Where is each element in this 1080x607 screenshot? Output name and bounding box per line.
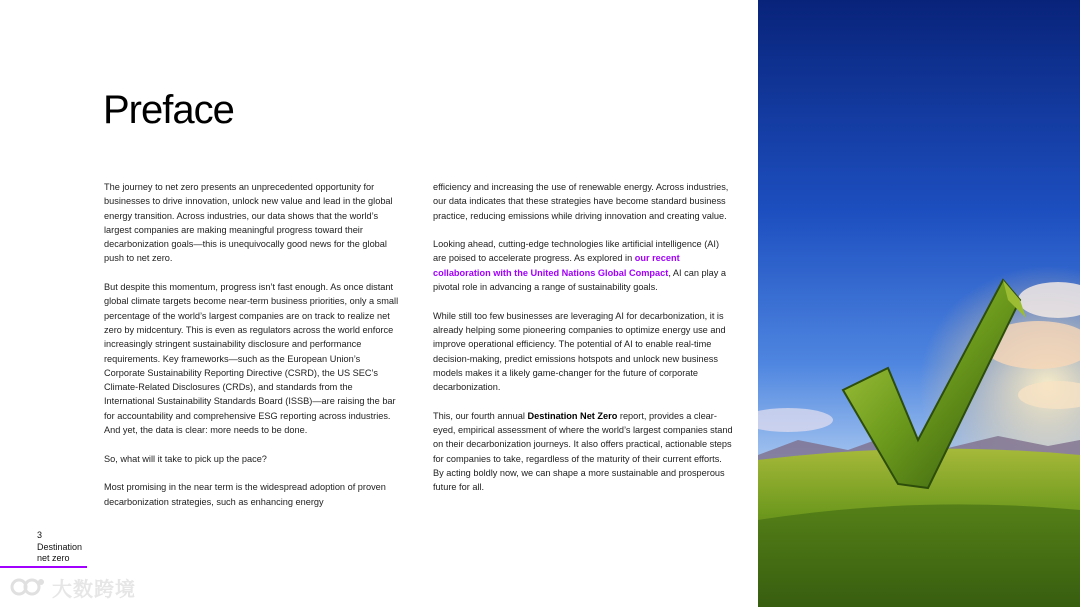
watermark-text: 大数跨境 [52, 578, 136, 601]
paragraph-text: , AI can play a pivotal role in advancing a range of sustainability goals. [433, 267, 727, 293]
paragraph: The journey to net zero presents an unprecedented opportunity for businesses to drive innovation, unlock new value and lead in the global energy transition. Across industries, our data shows that the world’s largest companies are making meaningful progress toward their decarbonization goals—this is unequivocally good news for the global push to net zero. [104, 182, 393, 264]
paragraph: So, what will it take to pick up the pace? [104, 453, 267, 464]
watermark-logo-icon [10, 576, 46, 598]
page-title: Preface [103, 88, 234, 132]
section-label: Destination net zero [37, 542, 83, 563]
paragraph [433, 409, 733, 495]
checkmark-landscape-image [758, 0, 1080, 607]
paragraph: efficiency and increasing the use of renewable energy. Across industries, our data indicates that these strategies have become standard business practice, reducing emissions while driving innovation and creating value. [433, 182, 729, 221]
watermark [10, 573, 136, 601]
paragraph-text: report, provides a clear-eyed, empirical assessment of where the world’s largest companies stand on their decarbonization journeys. It also offers practical, actionable steps for companies to take, regardless of the maturity of their current efforts. By acting boldly now, we can shape a more sustainable and prosperous future for all. [433, 410, 733, 493]
paragraph-text: Looking ahead, cutting-edge technologies like artificial intelligence (AI) are poised to accelerate progress. As explored in [433, 239, 720, 264]
report-name: Destination Net Zero [527, 410, 618, 421]
paragraph-text: This, our fourth annual [433, 410, 528, 421]
paragraph: But despite this momentum, progress isn’t fast enough. As once distant global climate targets become near-term business priorities, only a small percentage of the world’s largest companies are on track to realize net zero by midcentury. This is even as regulators across the world enforce increasingly stringent sustainability disclosure and performance requirements. Key frameworks—such as the European Union’s Corporate Sustainability Reporting Directive (CSRD), the US SEC’s Climate-Related Disclosures (CRDs), and standards from the International Sustainability Standards Board (ISSB)—are raising the bar for accountability and comprehensive ESG reporting across industries. And yet, the data is clear: more needs to be done. [104, 282, 399, 436]
page-number: 3 [37, 530, 43, 540]
paragraph: Most promising in the near term is the widespread adoption of proven decarbonization strategies, such as enhancing energy [104, 482, 386, 507]
landscape-illustration [758, 0, 1080, 607]
right-column [433, 180, 733, 509]
footer-accent-line [0, 566, 87, 568]
ungc-collaboration-link[interactable]: our recent collaboration with the United Nations Global Compact [433, 253, 680, 278]
paragraph: While still too few businesses are leveraging AI for decarbonization, it is already helping some pioneering companies to optimize energy use and improve operational efficiency. The potential of AI to enable real-time decision-making, predict emissions hotspots and unlock new business models makes it a likely game-changer for the future of corporate decarbonization. [433, 310, 726, 393]
paragraph [433, 237, 733, 294]
left-column [104, 180, 399, 523]
